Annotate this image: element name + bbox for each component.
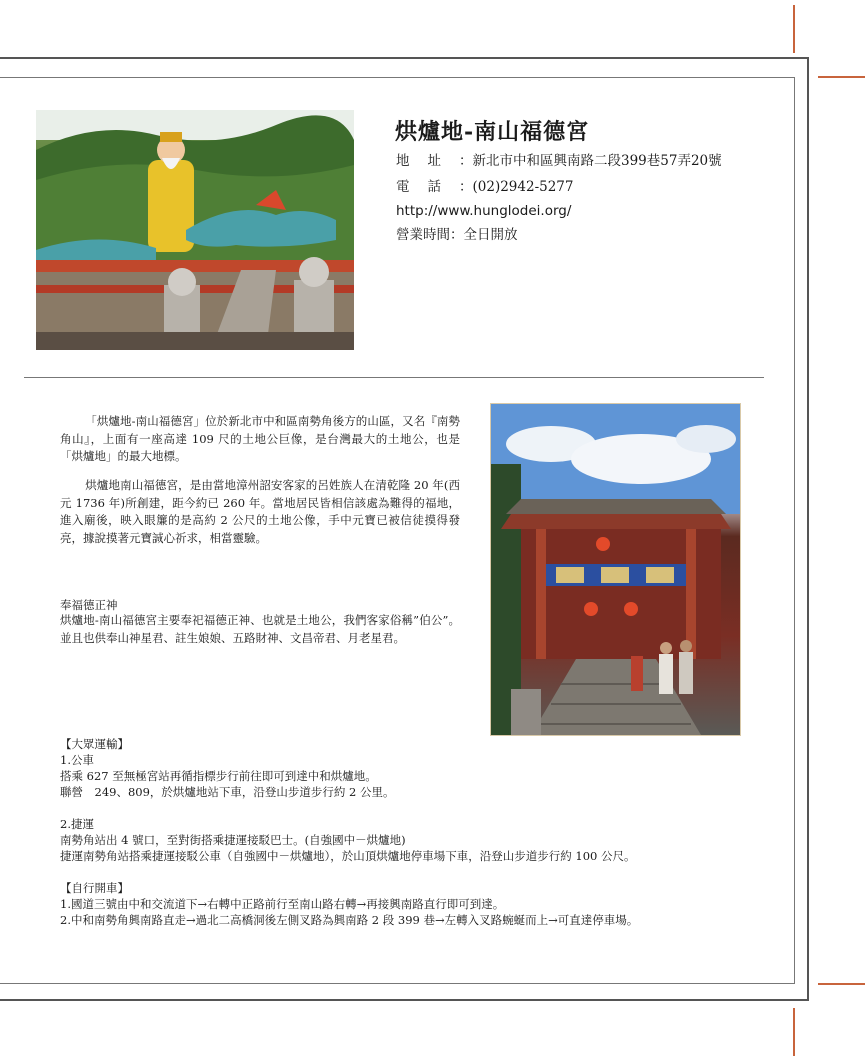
mrt-line-2: 捷運南勢角站搭乘捷運接駁公車（自強國中－烘爐地），於山頂烘爐地停車場下車，沿登山步道步行約 100 公尺。 — [60, 849, 636, 863]
description-paragraph-2: 烘爐地南山福德宮，是由當地漳州詔安客家的呂姓族人在清乾隆 20 年(西元 1736 年)所創建，距今約已 260 年。當地居民皆相信該處為難得的福地，進入廟後，映入眼簾的是高約 2 公尺的土地公像，手中元寶已被信徒摸得發亮，據說摸著元寶誠心祈求，相當靈驗。 — [60, 478, 460, 545]
phone-label: 電話 — [396, 179, 459, 195]
hours-row — [396, 226, 518, 244]
crop-mark-top-right-horizontal — [818, 76, 865, 78]
description-paragraph-1: 「烘爐地-南山福德宮」位於新北市中和區南勢角後方的山區，又名『南勢角山』，上面有一座高達 109 尺的土地公巨像，是台灣最大的土地公，也是「烘爐地」的最大地標。 — [60, 414, 460, 463]
statue-photo — [36, 110, 354, 350]
bus-heading: 1.公車 — [60, 753, 94, 767]
worship-heading: 奉福德正神 — [60, 598, 118, 612]
public-transport-heading: 【大眾運輸】 — [60, 737, 129, 751]
temple-gate-illustration — [491, 404, 740, 735]
crop-mark-bottom-right-horizontal — [818, 983, 865, 985]
mrt-line-1: 南勢角站出 4 號口，至對街搭乘捷運接駁巴士。(自強國中－烘爐地) — [60, 833, 406, 847]
worship-text: 烘爐地-南山福德宮主要奉祀福德正神、也就是土地公，我們客家俗稱”伯公”。並且也供奉山神星君、註生娘娘、五路財神、文昌帝君、月老星君。 — [60, 613, 460, 645]
page-title: 烘爐地-南山福德宮 — [395, 119, 590, 145]
website-link[interactable]: http://www.hunglodei.org/ — [396, 203, 572, 219]
crop-mark-top-right-vertical — [793, 5, 795, 53]
mrt-heading: 2.捷運 — [60, 817, 94, 831]
address-value: ：新北市中和區興南路二段399巷57弄20號 — [459, 153, 722, 169]
drive-line-2: 2.中和南勢角興南路直走→過北二高橋洞後左側叉路為興南路 2 段 399 巷→左轉入叉路蜿蜒而上→可直達停車場。 — [60, 913, 639, 927]
hours-value: ：全日開放 — [450, 227, 518, 243]
bus-line-2: 聯營 249、809，於烘爐地站下車，沿登山步道步行約 2 公里。 — [60, 785, 395, 799]
bus-line-1: 搭乘 627 至無極宮站再循指標步行前往即可到達中和烘爐地。 — [60, 769, 377, 783]
phone-row — [396, 178, 574, 196]
statue-illustration — [36, 110, 354, 350]
section-divider — [24, 377, 764, 378]
crop-mark-bottom-right-vertical — [793, 1008, 795, 1056]
hours-label: 營業時間 — [396, 227, 450, 243]
address-row — [396, 152, 722, 170]
drive-line-1: 1.國道三號由中和交流道下→右轉中正路前行至南山路右轉→再接興南路直行即可到達。 — [60, 897, 505, 911]
drive-heading: 【自行開車】 — [60, 881, 129, 895]
address-label: 地址 — [396, 153, 459, 169]
phone-value: ：(02)2942-5277 — [459, 179, 574, 195]
temple-gate-photo — [490, 403, 741, 736]
